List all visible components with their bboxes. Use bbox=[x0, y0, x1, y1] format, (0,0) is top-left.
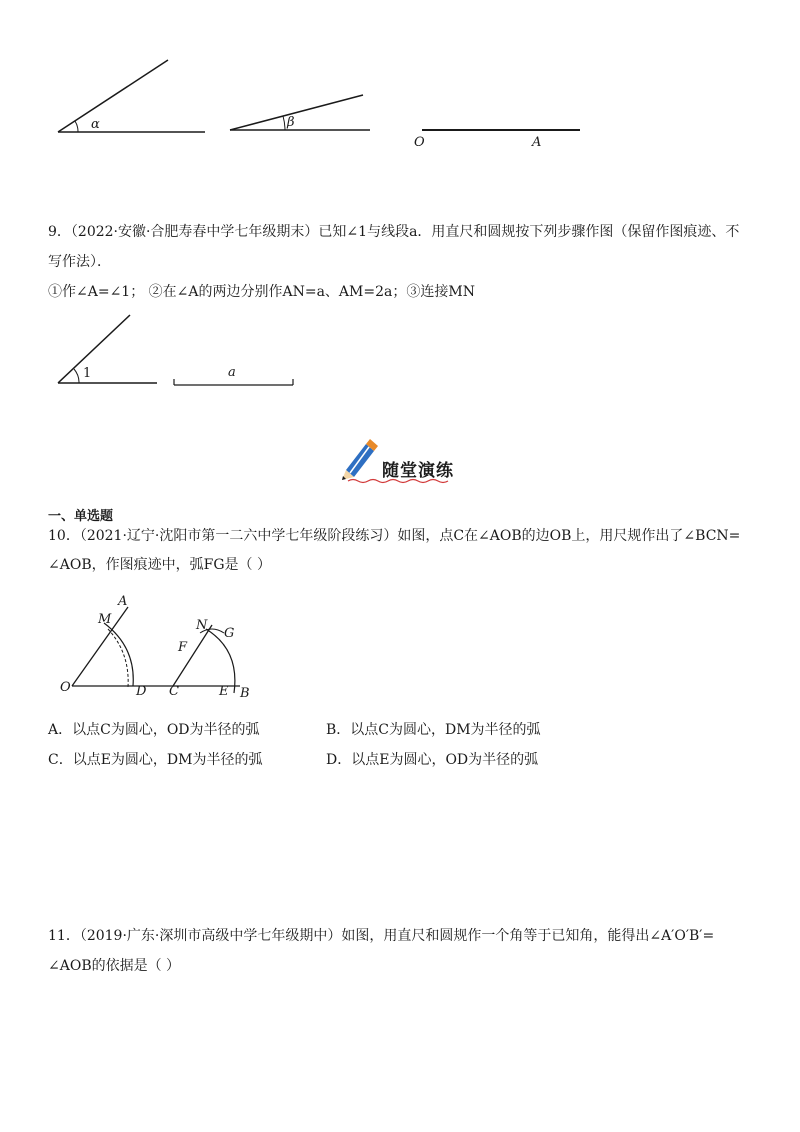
fig10-label-o: O bbox=[60, 680, 71, 695]
q10-line2: ∠AOB，作图痕迹中，弧FG是（ ） bbox=[48, 557, 271, 573]
beta-label: β bbox=[287, 115, 295, 130]
fig10-label-m: M bbox=[98, 612, 112, 627]
angle-1-figure bbox=[55, 312, 160, 387]
fig10-label-b: B bbox=[240, 686, 250, 701]
q10-option-a[interactable]: A．以点C为圆心，OD为半径的弧 bbox=[48, 722, 260, 738]
q10-line1: 10．（2021·辽宁·沈阳市第一二六中学七年级阶段练习）如图，点C在∠AOB的边OB上，用尺规作出了∠BCN= bbox=[48, 528, 741, 544]
pencil-icon bbox=[338, 436, 382, 480]
angle-1-label: 1 bbox=[83, 366, 92, 381]
ray-oa-figure bbox=[420, 125, 585, 135]
fig10-label-g: G bbox=[224, 626, 235, 641]
q10-option-c[interactable]: C．以点E为圆心，DM为半径的弧 bbox=[48, 752, 263, 768]
fig10-label-f: F bbox=[178, 640, 188, 655]
q9-line3: ①作∠A=∠1； ②在∠A的两边分别作AN=a、AM=2a；③连接MN bbox=[48, 284, 475, 300]
fig10-label-c: C bbox=[169, 684, 179, 699]
banner-title: 随堂演练 bbox=[382, 461, 454, 481]
q10-option-b[interactable]: B．以点C为圆心，DM为半径的弧 bbox=[326, 722, 541, 738]
angle-alpha-figure bbox=[50, 55, 210, 140]
fig10-label-n: N bbox=[196, 618, 208, 633]
point-o-label: O bbox=[414, 135, 425, 150]
q10-option-d[interactable]: D．以点E为圆心，OD为半径的弧 bbox=[326, 752, 539, 768]
point-a-label: A bbox=[532, 135, 542, 150]
q11-line2: ∠AOB的依据是（ ） bbox=[48, 958, 181, 974]
fig10-label-e: E bbox=[219, 684, 229, 699]
q11-line1: 11．（2019·广东·深圳市高级中学七年级期中）如图，用直尺和圆规作一个角等于已知角，能得出∠A′O′B′= bbox=[48, 928, 715, 944]
fig10-label-a: A bbox=[118, 594, 128, 609]
banner-underline bbox=[348, 478, 448, 484]
segment-a-label: a bbox=[228, 365, 236, 380]
alpha-label: α bbox=[91, 117, 100, 132]
q9-line1: 9．（2022·安徽·合肥寿春中学七年级期末）已知∠1与线段a．用直尺和圆规按下列步骤作图（保留作图痕迹、不 bbox=[48, 224, 740, 240]
q10-construction-figure bbox=[60, 595, 260, 705]
q9-line2: 写作法）． bbox=[48, 254, 111, 270]
fig10-label-d: D bbox=[136, 684, 147, 699]
angle-beta-figure bbox=[225, 92, 375, 137]
section-heading: 一、单选题 bbox=[48, 509, 114, 524]
